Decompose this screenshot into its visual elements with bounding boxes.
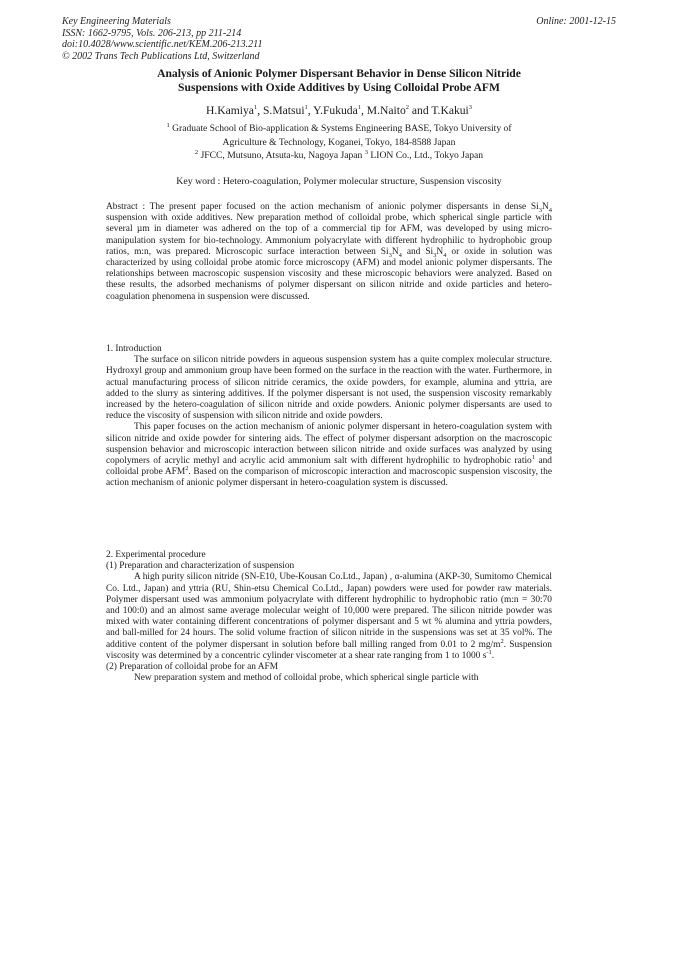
abstract [106,202,552,303]
formula-si: Si [425,246,434,257]
subsection-heading: (1) Preparation and characterization of suspension [106,561,295,572]
copyright-line: © 2002 Trans Tech Publications Ltd, Switzerland [62,50,260,62]
author-affiliation-mark: 1 [304,104,308,112]
doi-line: doi:10.4028/www.scientific.net/KEM.206-213.211 [62,39,263,50]
online-date: Online: 2001-12-15 [536,16,616,27]
paragraph-text: . [491,650,495,661]
paragraph-text: . Suspension viscosity was determined by a concentric cylinder viscometer at a shear rate ranging from 1 to 1000 s [106,639,552,661]
author-affiliation-mark: 2 [405,104,409,112]
formula-si: Si [380,246,389,257]
experimental-paragraph-1 [106,572,552,662]
intro-paragraph-2 [106,422,552,489]
formula-n: N [436,246,444,257]
affiliations [100,122,578,163]
paragraph-text: This paper focuses on the action mechanism of anionic polymer dispersant in hetero-coagulation system with silicon nitride and oxide powder for sintering aids. The effect of polymer dispersant adsorption on the macroscopic suspension behavior and microscopic interaction between silicon nitride and oxide surfaces was analyzed by using copolymers of acrylic methyl and acrylic acid ammonium salt with different hydrophilic to hydrophobic ratio [106,422,552,467]
keywords: Key word : Hetero-coagulation, Polymer molecular structure, Suspension viscosity [176,176,502,187]
intro-paragraph-1: The surface on silicon nitride powders in aqueous suspension system has a quite complex molecular structure. Hydroxyl group and ammonium group have been formed on the surface in the reaction with the water. Furthermore, in actual manufacturing process of silicon nitride ceramics, the oxide powders, for example, alumina and yttria, are added to the slurry as sintering additives. If the polymer dispersant is not used, the suspension viscosity remarkably increased by the hetero-coagulation of silicon nitride and oxide powders. Anionic polymer dispersants are used to reduce the viscosity of suspension with silicon nitride and oxide powders. [106,355,552,422]
author-name: Y.Fukuda [313,104,358,117]
reference-mark: 1 [531,453,535,461]
abstract-text: or oxide in solution was characterized by using colloidal probe atomic force microscopy (AFM) and model anionic polymer dispersants. The relationships between macroscopic suspension viscosity and these microscopic behaviors were analyzed. Based on these results, the adsorbed mechanisms of polymer dispersant on silicon nitride and oxide particles and hetero-coagulation phenomena in suspension were discussed. [106,246,552,302]
subscript: 3 [433,251,437,259]
author-separator: , [307,104,314,117]
formula-si: Si [530,202,539,212]
affiliation-3-text: LION Co., Ltd., Tokyo Japan [367,150,484,161]
subscript: 3 [538,206,542,214]
subscript: 4 [548,206,552,214]
section-heading: 1. Introduction [106,344,162,354]
title-line-1: Analysis of Anionic Polymer Dispersant Behavior in Dense Silicon Nitride [157,67,521,80]
author-name: M.Naito [366,104,406,117]
introduction-section [106,344,552,490]
author-name: H.Kamiya [205,104,254,117]
paper-title [80,67,598,94]
author-affiliation-mark: 3 [468,104,473,112]
affiliation-2-3 [100,149,578,163]
author-affiliation-mark: 1 [253,104,258,112]
affiliation-1-line-2: Agriculture & Technology, Koganei, Tokyo, 184-8588 Japan [222,136,456,148]
abstract-text: suspension with oxide additives. New preparation method of colloidal probe, which spherical single particle with several µm in diameter was adhered on the top of a commercial tip for AFM, was developed by using micro-manipulation system for bio-technology. Ammonium polyacrylate with different hydrophilic to hydrophobic group ratios, m:n, was prepared. Microscopic surface interaction between [106,213,552,257]
superscript: 2 [500,637,504,645]
journal-header [62,16,442,62]
paragraph-text: A high purity silicon nitride (SN-E10, Ube-Kousan Co.Ltd., Japan) , α-alumina (AKP-30, Sumitomo Chemical Co. Ltd., Japan) and yttria (RU, Shin-etsu Chemical Co.Ltd., Japan) powders were used for powder raw materials. Polymer dispersant used was ammonium polyacrylate with different hydrophilic to hydrophobic ratio (m:n = 30:70 and 100:0) and an almost same average molecular weight of 10,000 were prepared. The silicon nitride powder was mixed with water containing different concentrations of polymer dispersant and 5 wt % alumina and yttria powders, and ball-milled for 24 hours. The solid volume fraction of silicon nitride in the suspensions was set at 35 vol%. The additive content of the polymer dispersant in solution before ball milling ranged from 0.01 to 2 mg/m [106,572,552,650]
author-name: T.Kakui [431,104,469,117]
author-and: and [409,104,432,117]
paragraph-text: and colloidal probe AFM [106,456,552,478]
author-name: S.Matsui [262,104,305,117]
affiliation-mark: 3 [364,148,368,156]
affiliation-2-text: JFCC, Mutsuno, Atsuta-ku, Nagoya Japan [198,150,365,161]
author-separator: , [257,104,263,117]
author-affiliation-mark: 1 [357,104,361,112]
abstract-paragraph [106,202,552,303]
affiliation-mark: 2 [194,148,199,156]
affiliation-1 [100,122,578,136]
formula-n: N [541,202,549,212]
experimental-paragraph-2: New preparation system and method of colloidal probe, which spherical single particle with [134,673,479,684]
subscript: 3 [388,251,392,259]
title-line-2: Suspensions with Oxide Additives by Using Colloidal Probe AFM [178,80,500,94]
subscript: 4 [398,251,402,259]
formula-n: N [391,246,399,257]
affiliation-mark: 1 [166,121,170,129]
experimental-section [106,550,552,684]
author-separator: , [360,104,367,117]
abstract-text: Abstract : The present paper focused on the action mechanism of anionic polymer dispersants in dense [106,202,531,212]
reference-mark: 2 [185,465,189,473]
subscript: 4 [443,251,447,259]
journal-name: Key Engineering Materials [62,16,171,27]
issn-line: ISSN: 1662-9795, Vols. 206-213, pp 211-214 [62,27,242,39]
superscript: -1 [486,648,492,656]
subsection-heading: (2) Preparation of colloidal probe for an AFM [106,662,279,673]
paragraph-text: . Based on the comparison of microscopic interaction and macroscopic suspension viscosity, the action mechanism of anionic polymer dispersant in hetero-coagulation system is discussed. [106,467,553,489]
author-list [80,104,598,117]
abstract-text: and [401,246,426,257]
section-heading: 2. Experimental procedure [106,550,206,560]
affiliation-1-line-1: Graduate School of Bio-application & Systems Engineering BASE, Tokyo University of [169,123,512,134]
